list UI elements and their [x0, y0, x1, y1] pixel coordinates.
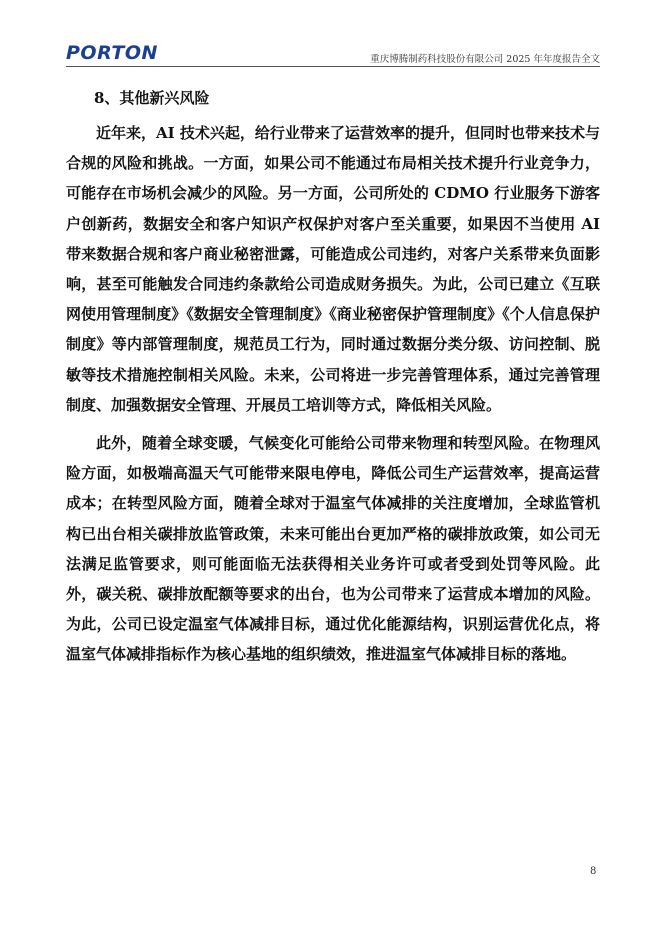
header-divider [66, 66, 600, 67]
section-heading: 8、其他新兴风险 [94, 89, 210, 107]
logo-text: PORTON [66, 42, 158, 64]
paragraph-ai-risk: 近年来，AI 技术兴起，给行业带来了运营效率的提升，但同时也带来技术与合规的风险和挑战。一方面，如果公司不能通过布局相关技术提升行业竞争力，可能存在市场机会减少的风险。另一方面，公司所处的 CDMO 行业服务下游客户创新药，数据安全和客户知识产权保护对客户至关重要，如果因不当使用 AI 带来数据合规和客户商业秘密泄露，可能造成公司违约，对客户关系带来负面影响，甚至可能触发合同违约条款给公司造成财务损失。为此，公司已建立《互联网使用管理制度》《数据安全管理制度》《商业秘密保护管理制度》《个人信息保护制度》等内部管理制度，规范员工行为，同时通过数据分类分级、访问控制、脱敏等技术措施控制相关风险。未来，公司将进一步完善管理体系，通过完善管理制度、加强数据安全管理、开展员工培训等方式，降低相关风险。 [66, 124, 600, 414]
main-content [66, 84, 600, 670]
company-logo [66, 42, 158, 64]
page-number: 8 [590, 866, 597, 877]
paragraph-climate-risk: 此外，随着全球变暖，气候变化可能给公司带来物理和转型风险。在物理风险方面，如极端高温天气可能带来限电停电，降低公司生产运营效率，提高运营成本；在转型风险方面，随着全球对于温室气体减排的关注度增加，全球监管机构已出台相关碳排放监管政策，未来可能出台更加严格的碳排放政策，如公司无法满足监管要求，则可能面临无法获得相关业务许可或者受到处罚等风险。此外，碳关税、碳排放配额等要求的出台，也为公司带来了运营成本增加的风险。为此，公司已设定温室气体减排目标，通过优化能源结构，识别运营优化点，将温室气体减排指标作为核心基地的组织绩效，推进温室气体减排目标的落地。 [66, 434, 600, 664]
document-title: 重庆博腾制药科技股份有限公司 2025 年年度报告全文 [370, 54, 600, 65]
page-header [66, 42, 600, 66]
